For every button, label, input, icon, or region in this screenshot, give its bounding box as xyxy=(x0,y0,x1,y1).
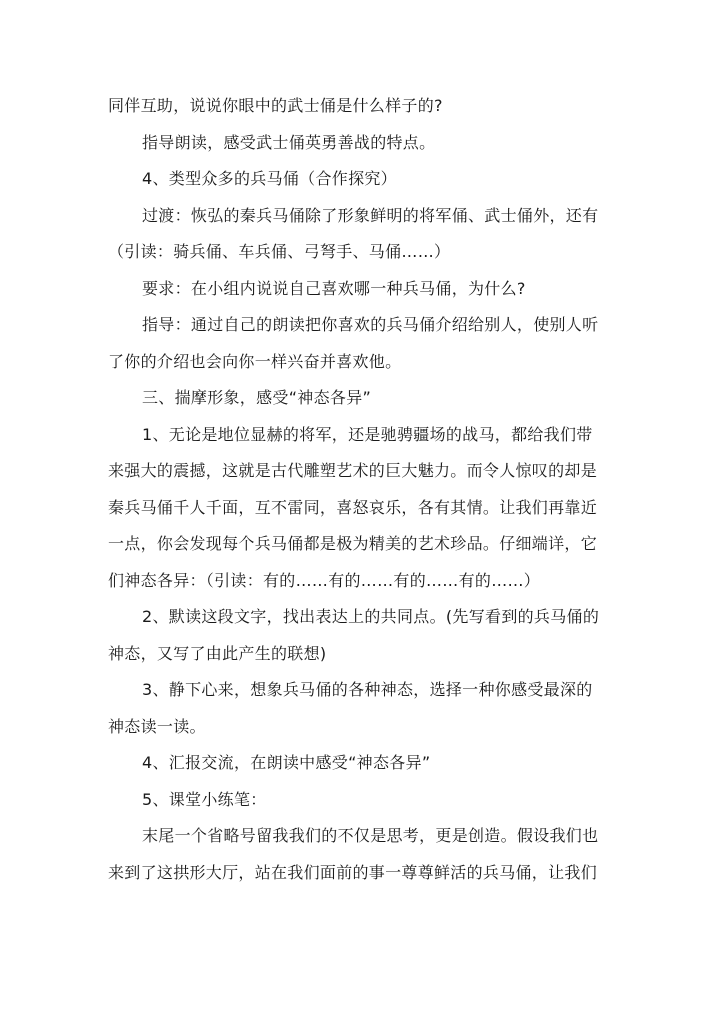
text-line: 1、无论是地位显赫的将军，还是驰骋疆场的战马，都给我们带 xyxy=(142,424,593,444)
text-line: 指导：通过自己的朗读把你喜欢的兵马俑介绍给别人，使别人听 xyxy=(142,315,599,334)
text-line: 2、默读这段文字，找出表达上的共同点。(先写看到的兵马俑的 xyxy=(142,607,600,626)
section-heading: 三、揣摩形象，感受“神态各异” xyxy=(142,388,372,407)
text-line: 神态读一读。 xyxy=(108,716,206,736)
text-line: 3、静下心来，想象兵马俑的各种神态，选择一种你感受最深的 xyxy=(142,680,593,699)
text-line: 们神态各异：（引读：有的……有的……有的……有的……） xyxy=(108,570,541,590)
text-line: 一点，你会发现每个兵马俑都是极为精美的艺术珍品。仔细端详，它 xyxy=(108,534,598,553)
text-line: 来到了这拱形大厅，站在我们面前的事一尊尊鲜活的兵马俑，让我们 xyxy=(108,862,598,882)
text-line: 指导朗读，感受武士俑英勇善战的特点。 xyxy=(142,132,436,152)
text-line: 要求：在小组内说说自己喜欢哪一种兵马俑，为什么? xyxy=(142,278,526,298)
text-line: 同伴互助，说说你眼中的武士俑是什么样子的? xyxy=(108,96,443,115)
text-line: 过渡：恢弘的秦兵马俑除了形象鲜明的将军俑、武士俑外，还有 xyxy=(142,205,599,225)
text-line: 5、课堂小练笔： xyxy=(142,789,267,809)
text-line: 4、汇报交流，在朗读中感受“神态各异” xyxy=(142,753,431,772)
text-line: 秦兵马俑千人千面，互不雷同，喜怒哀乐，各有其情。让我们再靠近 xyxy=(108,497,598,517)
document-page xyxy=(108,88,613,891)
text-line: 神态，又写了由此产生的联想) xyxy=(108,643,327,663)
text-line: （引读：骑兵俑、车兵俑、弓弩手、马俑……） xyxy=(108,242,451,261)
text-line: 了你的介绍也会向你一样兴奋并喜欢他。 xyxy=(108,351,402,371)
section-heading: 4、类型众多的兵马俑（合作探究） xyxy=(142,169,397,188)
text-line: 来强大的震撼，这就是古代雕塑艺术的巨大魅力。而令人惊叹的却是 xyxy=(108,461,598,480)
text-line: 末尾一个省略号留我我们的不仅是思考，更是创造。假设我们也 xyxy=(142,826,599,845)
